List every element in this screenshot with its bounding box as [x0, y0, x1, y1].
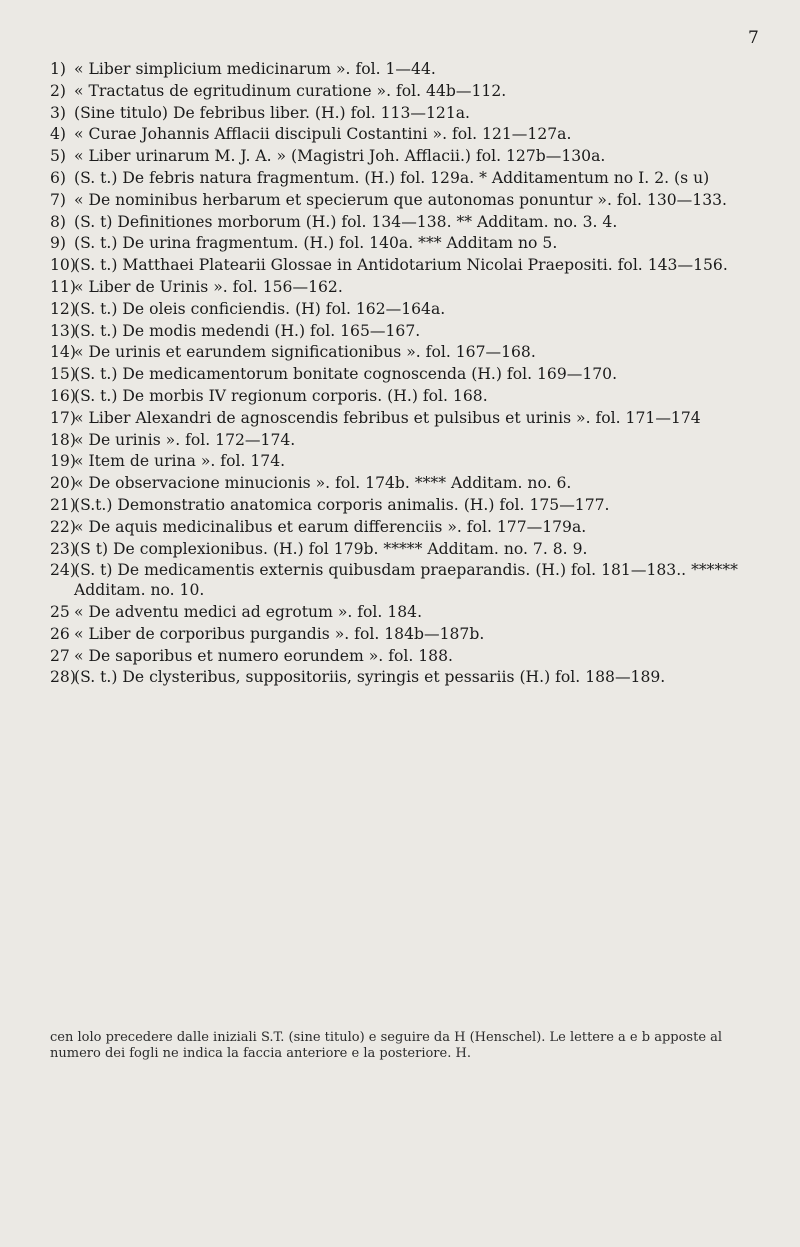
entry-text: « De aquis medicinalibus et earum differenciis ». fol. 177—179a.	[74, 517, 587, 536]
entry-text: « Liber Alexandri de agnoscendis febribus et pulsibus et urinis ». fol. 171—174	[74, 408, 701, 427]
list-item	[50, 518, 770, 538]
entry-number: 19)	[50, 452, 76, 471]
entry-text: « Liber urinarum M. J. A. » (Magistri Joh. Afflacii.) fol. 127b—130a.	[74, 147, 606, 166]
entry-text: « De urinis ». fol. 172—174.	[74, 430, 296, 449]
entry-text: (S. t.) De febris natura fragmentum. (H.) fol. 129a. * Additamentum no I. 2. (s u)	[74, 168, 710, 187]
entry-number: 10)	[50, 256, 76, 275]
list-item	[50, 278, 770, 298]
list-item	[50, 603, 770, 623]
entry-text: (S. t) Definitiones morborum (H.) fol. 134—138. ** Additam. no. 3. 4.	[74, 212, 618, 231]
list-item	[50, 147, 770, 167]
entry-text: « Liber simplicium medicinarum ». fol. 1—44.	[74, 60, 436, 78]
entry-number: 27	[50, 646, 70, 665]
list-item	[50, 104, 770, 124]
list-item	[50, 474, 770, 494]
list-item	[50, 668, 770, 688]
entry-text: « Liber de Urinis ». fol. 156—162.	[74, 277, 343, 296]
entry-number: 12)	[50, 299, 76, 318]
entry-number: 18)	[50, 430, 76, 449]
entry-text: « De adventu medici ad egrotum ». fol. 184.	[74, 602, 423, 621]
list-item	[50, 191, 770, 211]
entry-text: (S t) De complexionibus. (H.) fol 179b. ***** Additam. no. 7. 8. 9.	[74, 539, 588, 558]
entry-number: 17)	[50, 408, 76, 427]
entry-text: (S. t) De medicamentis externis quibusdam praeparandis. (H.) fol. 181—183.. ****** Additam. no. 10.	[74, 561, 738, 600]
list-item	[50, 82, 770, 102]
entry-text: (S.t.) Demonstratio anatomica corporis animalis. (H.) fol. 175—177.	[74, 495, 610, 514]
entry-text: « Curae Johannis Afflacii discipuli Costantini ». fol. 121—127a.	[74, 125, 572, 144]
list-item	[50, 431, 770, 451]
entry-text: (S. t.) Matthaei Platearii Glossae in Antidotarium Nicolai Praepositi. fol. 143—156.	[74, 256, 728, 275]
entry-number: 26	[50, 624, 70, 643]
entry-text: « De urinis et earundem significationibus ». fol. 167—168.	[74, 343, 536, 362]
entry-number: 22)	[50, 517, 76, 536]
list-item	[50, 365, 770, 385]
entry-list	[50, 60, 770, 690]
entry-text: « De nominibus herbarum et specierum que autonomas ponuntur ». fol. 130—133.	[74, 190, 727, 209]
entry-number: 20)	[50, 474, 76, 493]
entry-number: 28)	[50, 668, 76, 687]
entry-number: 24)	[50, 561, 76, 580]
entry-number: 6)	[50, 168, 67, 187]
list-item	[50, 409, 770, 429]
entry-text: « Liber de corporibus purgandis ». fol. 184b—187b.	[74, 624, 485, 643]
entry-number: 1)	[50, 60, 67, 78]
entry-number: 21)	[50, 495, 76, 514]
list-item	[50, 625, 770, 645]
entry-text: « De observacione minucionis ». fol. 174b. **** Additam. no. 6.	[74, 474, 572, 493]
list-item	[50, 496, 770, 516]
list-item	[50, 60, 770, 80]
entry-number: 14)	[50, 343, 76, 362]
list-item	[50, 300, 770, 320]
entry-number: 23)	[50, 539, 76, 558]
list-item	[50, 234, 770, 254]
entry-number: 8)	[50, 212, 67, 231]
entry-number: 13)	[50, 321, 76, 340]
list-item	[50, 452, 770, 472]
entry-text: (S. t.) De urina fragmentum. (H.) fol. 140a. *** Additam no 5.	[74, 234, 558, 253]
entry-number: 5)	[50, 147, 67, 166]
entry-number: 9)	[50, 234, 67, 253]
entry-number: 15)	[50, 365, 76, 384]
entry-text: « Item de urina ». fol. 174.	[74, 452, 286, 471]
entry-text: « De saporibus et numero eorundem ». fol. 188.	[74, 646, 453, 665]
entry-number: 2)	[50, 81, 67, 100]
entry-text: (S. t.) De medicamentorum bonitate cognoscenda (H.) fol. 169—170.	[74, 365, 618, 384]
entry-number: 4)	[50, 125, 67, 144]
entry-text: (S. t.) De modis medendi (H.) fol. 165—167.	[74, 321, 421, 340]
list-item	[50, 322, 770, 342]
entry-number: 3)	[50, 103, 67, 122]
entry-number: 11)	[50, 277, 76, 296]
entry-text: (S. t.) De clysteribus, suppositoriis, syringis et pessariis (H.) fol. 188—189.	[74, 668, 666, 687]
entry-text: (S. t.) De morbis IV regionum corporis. (H.) fol. 168.	[74, 386, 488, 405]
list-item	[50, 387, 770, 407]
entry-text: (S. t.) De oleis conficiendis. (H) fol. 162—164a.	[74, 299, 446, 318]
entry-number: 7)	[50, 190, 67, 209]
footnote: cen lolo precedere dalle iniziali S.T. (sine titulo) e seguire da H (Henschel). Le lettere a e b apposte al numero dei fogli ne indica la faccia anteriore e la posteriore. H.	[50, 1030, 723, 1061]
list-item	[50, 256, 770, 276]
page-number: 7	[748, 28, 759, 48]
entry-number: 16)	[50, 386, 76, 405]
list-item	[50, 343, 770, 363]
list-item	[50, 561, 770, 601]
list-item	[50, 540, 770, 560]
list-item	[50, 647, 770, 667]
list-item	[50, 213, 770, 233]
list-item	[50, 125, 770, 145]
entry-text: « Tractatus de egritudinum curatione ». fol. 44b—112.	[74, 81, 507, 100]
entry-number: 25	[50, 602, 70, 621]
list-item	[50, 169, 770, 189]
entry-text: (Sine titulo) De febribus liber. (H.) fol. 113—121a.	[74, 103, 471, 122]
